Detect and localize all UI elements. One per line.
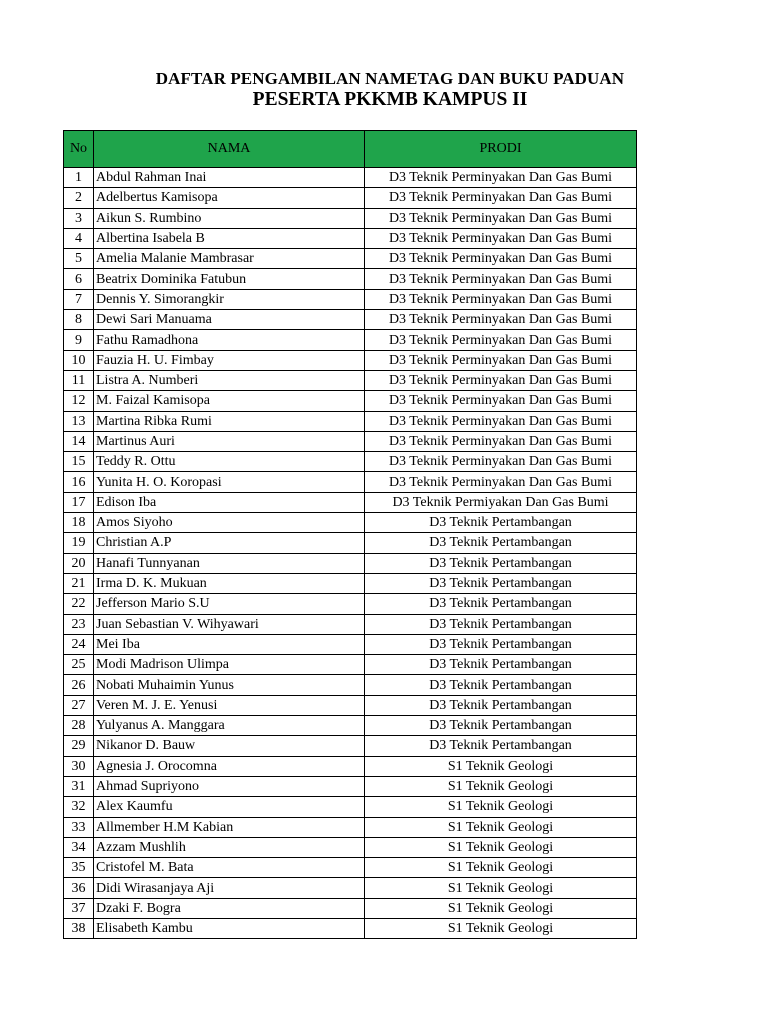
table-row [64,756,637,776]
participant-table [63,130,637,939]
cell-prodi: D3 Teknik Perminyakan Dan Gas Bumi [365,411,637,431]
cell-nama: M. Faizal Kamisopa [94,391,365,411]
cell-no: 10 [64,350,94,370]
cell-no: 26 [64,675,94,695]
table-row [64,228,637,248]
cell-nama: Albertina Isabela B [94,228,365,248]
cell-no: 24 [64,634,94,654]
table-row [64,797,637,817]
cell-nama: Amos Siyoho [94,513,365,533]
cell-prodi: S1 Teknik Geologi [365,858,637,878]
cell-nama: Nikanor D. Bauw [94,736,365,756]
cell-prodi: D3 Teknik Pertambangan [365,573,637,593]
cell-prodi: D3 Teknik Pertambangan [365,553,637,573]
cell-no: 14 [64,431,94,451]
cell-prodi: D3 Teknik Pertambangan [365,533,637,553]
cell-no: 2 [64,188,94,208]
cell-nama: Adelbertus Kamisopa [94,188,365,208]
cell-prodi: D3 Teknik Pertambangan [365,736,637,756]
cell-prodi: D3 Teknik Perminyakan Dan Gas Bumi [365,168,637,188]
cell-no: 25 [64,655,94,675]
cell-no: 13 [64,411,94,431]
cell-prodi: S1 Teknik Geologi [365,878,637,898]
table-row [64,634,637,654]
cell-prodi: D3 Teknik Perminyakan Dan Gas Bumi [365,269,637,289]
cell-prodi: D3 Teknik Perminyakan Dan Gas Bumi [365,249,637,269]
header-nama: NAMA [94,131,365,168]
table-row [64,695,637,715]
cell-prodi: D3 Teknik Perminyakan Dan Gas Bumi [365,350,637,370]
cell-no: 17 [64,492,94,512]
cell-prodi: D3 Teknik Perminyakan Dan Gas Bumi [365,228,637,248]
cell-no: 32 [64,797,94,817]
cell-nama: Hanafi Tunnyanan [94,553,365,573]
cell-prodi: D3 Teknik Pertambangan [365,594,637,614]
table-row [64,533,637,553]
cell-prodi: D3 Teknik Pertambangan [365,614,637,634]
cell-nama: Beatrix Dominika Fatubun [94,269,365,289]
table-row [64,858,637,878]
cell-prodi: S1 Teknik Geologi [365,918,637,938]
cell-prodi: D3 Teknik Perminyakan Dan Gas Bumi [365,310,637,330]
cell-prodi: D3 Teknik Perminyakan Dan Gas Bumi [365,188,637,208]
table-row [64,776,637,796]
table-row [64,208,637,228]
cell-no: 16 [64,472,94,492]
table-row [64,736,637,756]
cell-nama: Mei Iba [94,634,365,654]
cell-no: 4 [64,228,94,248]
cell-no: 12 [64,391,94,411]
table-row [64,716,637,736]
document-subtitle: PESERTA PKKMB KAMPUS II [252,89,528,110]
cell-prodi: S1 Teknik Geologi [365,817,637,837]
table-row [64,472,637,492]
cell-no: 15 [64,452,94,472]
cell-nama: Modi Madrison Ulimpa [94,655,365,675]
cell-prodi: D3 Teknik Perminyakan Dan Gas Bumi [365,431,637,451]
table-row [64,837,637,857]
cell-nama: Martinus Auri [94,431,365,451]
cell-nama: Veren M. J. E. Yenusi [94,695,365,715]
cell-no: 36 [64,878,94,898]
cell-nama: Fathu Ramadhona [94,330,365,350]
table-row [64,249,637,269]
cell-no: 8 [64,310,94,330]
cell-nama: Dzaki F. Bogra [94,898,365,918]
cell-nama: Amelia Malanie Mambrasar [94,249,365,269]
table-row [64,513,637,533]
table-row [64,614,637,634]
cell-nama: Edison Iba [94,492,365,512]
cell-prodi: D3 Teknik Permiyakan Dan Gas Bumi [365,492,637,512]
cell-no: 19 [64,533,94,553]
table-row [64,168,637,188]
cell-no: 11 [64,370,94,390]
cell-nama: Didi Wirasanjaya Aji [94,878,365,898]
cell-nama: Yulyanus A. Manggara [94,716,365,736]
table-row [64,330,637,350]
header-no: No [64,131,94,168]
cell-nama: Aikun S. Rumbino [94,208,365,228]
cell-nama: Allmember H.M Kabian [94,817,365,837]
cell-prodi: D3 Teknik Perminyakan Dan Gas Bumi [365,330,637,350]
cell-no: 29 [64,736,94,756]
cell-no: 28 [64,716,94,736]
table-row [64,350,637,370]
cell-prodi: D3 Teknik Pertambangan [365,695,637,715]
cell-nama: Abdul Rahman Inai [94,168,365,188]
table-row [64,655,637,675]
cell-no: 22 [64,594,94,614]
table-row [64,452,637,472]
cell-nama: Listra A. Numberi [94,370,365,390]
table-row [64,289,637,309]
table-row [64,411,637,431]
cell-nama: Yunita H. O. Koropasi [94,472,365,492]
cell-nama: Agnesia J. Orocomna [94,756,365,776]
cell-prodi: D3 Teknik Perminyakan Dan Gas Bumi [365,370,637,390]
table-row [64,594,637,614]
cell-nama: Dennis Y. Simorangkir [94,289,365,309]
cell-prodi: D3 Teknik Pertambangan [365,675,637,695]
cell-no: 7 [64,289,94,309]
table-row [64,675,637,695]
cell-no: 1 [64,168,94,188]
table-row [64,370,637,390]
table-body [64,168,637,939]
cell-nama: Juan Sebastian V. Wihyawari [94,614,365,634]
cell-no: 30 [64,756,94,776]
cell-nama: Nobati Muhaimin Yunus [94,675,365,695]
table-row [64,817,637,837]
cell-nama: Ahmad Supriyono [94,776,365,796]
cell-prodi: D3 Teknik Perminyakan Dan Gas Bumi [365,391,637,411]
table-row [64,188,637,208]
cell-no: 37 [64,898,94,918]
table-row [64,553,637,573]
table-row [64,269,637,289]
cell-nama: Irma D. K. Mukuan [94,573,365,593]
cell-no: 5 [64,249,94,269]
document-title: DAFTAR PENGAMBILAN NAMETAG DAN BUKU PADUAN [155,69,625,88]
cell-no: 18 [64,513,94,533]
cell-prodi: D3 Teknik Perminyakan Dan Gas Bumi [365,208,637,228]
cell-no: 27 [64,695,94,715]
table-row [64,898,637,918]
cell-no: 23 [64,614,94,634]
cell-prodi: D3 Teknik Pertambangan [365,655,637,675]
cell-prodi: S1 Teknik Geologi [365,898,637,918]
cell-nama: Dewi Sari Manuama [94,310,365,330]
cell-prodi: S1 Teknik Geologi [365,797,637,817]
cell-no: 33 [64,817,94,837]
cell-nama: Azzam Mushlih [94,837,365,857]
table-row [64,878,637,898]
cell-prodi: D3 Teknik Pertambangan [365,634,637,654]
cell-nama: Elisabeth Kambu [94,918,365,938]
cell-prodi: D3 Teknik Perminyakan Dan Gas Bumi [365,289,637,309]
cell-no: 31 [64,776,94,796]
table-row [64,492,637,512]
cell-no: 38 [64,918,94,938]
cell-no: 6 [64,269,94,289]
table-row [64,573,637,593]
cell-nama: Cristofel M. Bata [94,858,365,878]
cell-no: 34 [64,837,94,857]
cell-no: 20 [64,553,94,573]
cell-prodi: D3 Teknik Perminyakan Dan Gas Bumi [365,472,637,492]
header-prodi: PRODI [365,131,637,168]
cell-prodi: S1 Teknik Geologi [365,756,637,776]
cell-nama: Christian A.P [94,533,365,553]
table-header-row [64,131,637,168]
table-row [64,918,637,938]
table-row [64,391,637,411]
cell-prodi: S1 Teknik Geologi [365,776,637,796]
cell-prodi: D3 Teknik Pertambangan [365,716,637,736]
table-row [64,310,637,330]
cell-prodi: S1 Teknik Geologi [365,837,637,857]
cell-nama: Martina Ribka Rumi [94,411,365,431]
cell-prodi: D3 Teknik Perminyakan Dan Gas Bumi [365,452,637,472]
cell-no: 9 [64,330,94,350]
cell-prodi: D3 Teknik Pertambangan [365,513,637,533]
cell-nama: Alex Kaumfu [94,797,365,817]
cell-no: 3 [64,208,94,228]
cell-nama: Jefferson Mario S.U [94,594,365,614]
table-row [64,431,637,451]
cell-nama: Teddy R. Ottu [94,452,365,472]
cell-nama: Fauzia H. U. Fimbay [94,350,365,370]
cell-no: 35 [64,858,94,878]
cell-no: 21 [64,573,94,593]
